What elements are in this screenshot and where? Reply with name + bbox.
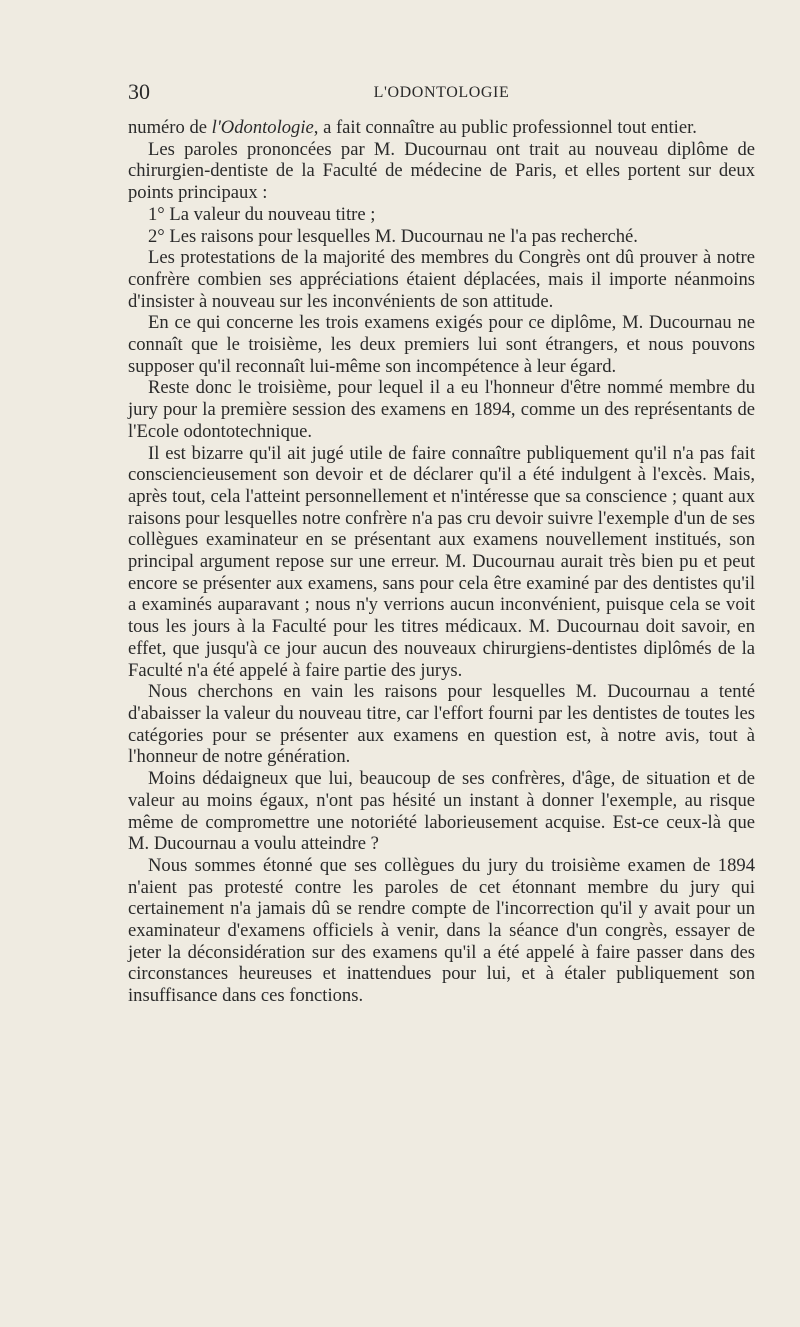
paragraph-continuation [128,117,755,139]
paragraph-text: numéro de [128,117,212,138]
paragraph: Il est bizarre qu'il ait jugé utile de faire connaître publiquement qu'il n'a pas fait consciencieusement son devoir et de déclarer qu'il a été indulgent à l'excès. Mais, après tout, cela l'atteint personnellement et n'intéresse que sa conscience ; quant aux raisons pour lesquelles notre confrère n'a pas cru devoir suivre l'exemple d'un de ses collègues examinateur en se présentant aux examens nouvellement institués, son principal argument repose sur une erreur. M. Ducournau aurait très bien pu et peut encore se présenter aux examens, sans pour cela être examiné par des dentistes qu'il a examinés auparavant ; nous n'y verrions aucun inconvénient, puisque cela se voit tous les jours à la Faculté pour les titres médicaux. M. Ducournau doit savoir, en effet, que jusqu'à ce jour aucun des nouveaux chirurgiens-dentistes diplômés de la Faculté n'a été appelé à faire partie des jurys. [128,442,755,681]
page-header [128,78,755,108]
paragraph: Les protestations de la majorité des membres du Congrès ont dû prouver à notre confrère combien ses appréciations étaient déplacées, mais il importe néanmoins d'insister à nouveau sur les inconvénients de son attitude. [128,247,755,312]
paragraph: 1° La valeur du nouveau titre ; [148,203,376,225]
paragraph: Nous cherchons en vain les raisons pour lesquelles M. Ducournau a tenté d'abaisser la valeur du nouveau titre, car l'effort fourni par les dentistes de toutes les catégories pour se présenter aux examens en question est, à notre avis, tout à l'honneur de notre génération. [128,681,755,768]
paragraph: Reste donc le troisième, pour lequel il a eu l'honneur d'être nommé membre du jury pour la première session des examens en 1894, comme un des représentants de l'Ecole odontotechnique. [128,377,755,442]
page-number: 30 [128,79,150,104]
paragraph-text: , a fait connaître au public professionnel tout entier. [313,117,697,138]
paragraph: 2° Les raisons pour lesquelles M. Ducournau ne l'a pas recherché. [148,225,638,247]
paragraph: Nous sommes étonné que ses collègues du jury du troisième examen de 1894 n'aient pas protesté contre les paroles de cet étonnant membre du jury qui certainement n'a jamais dû se rendre compte de l'incorrection qu'il y avait pour un examinateur d'examens officiels à venir, dans la séance d'un congrès, essayer de jeter la déconsidération sur des examens qu'il a été appelé à faire passer dans des circonstances heureuses et inattendues pour lui, et à étaler publiquement son insuffisance dans ces fonctions. [128,854,755,1007]
paragraph: Moins dédaigneux que lui, beaucoup de ses confrères, d'âge, de situation et de valeur au moins égaux, n'ont pas hésité un instant à donner l'exemple, au risque même de compromettre une notoriété laborieusement acquise. Est-ce ceux-là que M. Ducournau a voulu atteindre ? [128,768,755,855]
paragraph: Les paroles prononcées par M. Ducournau ont trait au nouveau diplôme de chirurgien-dentiste de la Faculté de médecine de Paris, et elles portent sur deux points principaux : [128,138,755,204]
running-title: L'ODONTOLOGIE [373,84,510,101]
journal-title: l'Odontologie [211,117,314,138]
paragraph: En ce qui concerne les trois examens exigés pour ce diplôme, M. Ducournau ne connaît que le troisième, les deux premiers lui sont étrangers, et nous pouvons supposer qu'il reconnaît lui-même son incompétence à leur égard. [128,312,755,377]
body-text [128,117,755,1007]
